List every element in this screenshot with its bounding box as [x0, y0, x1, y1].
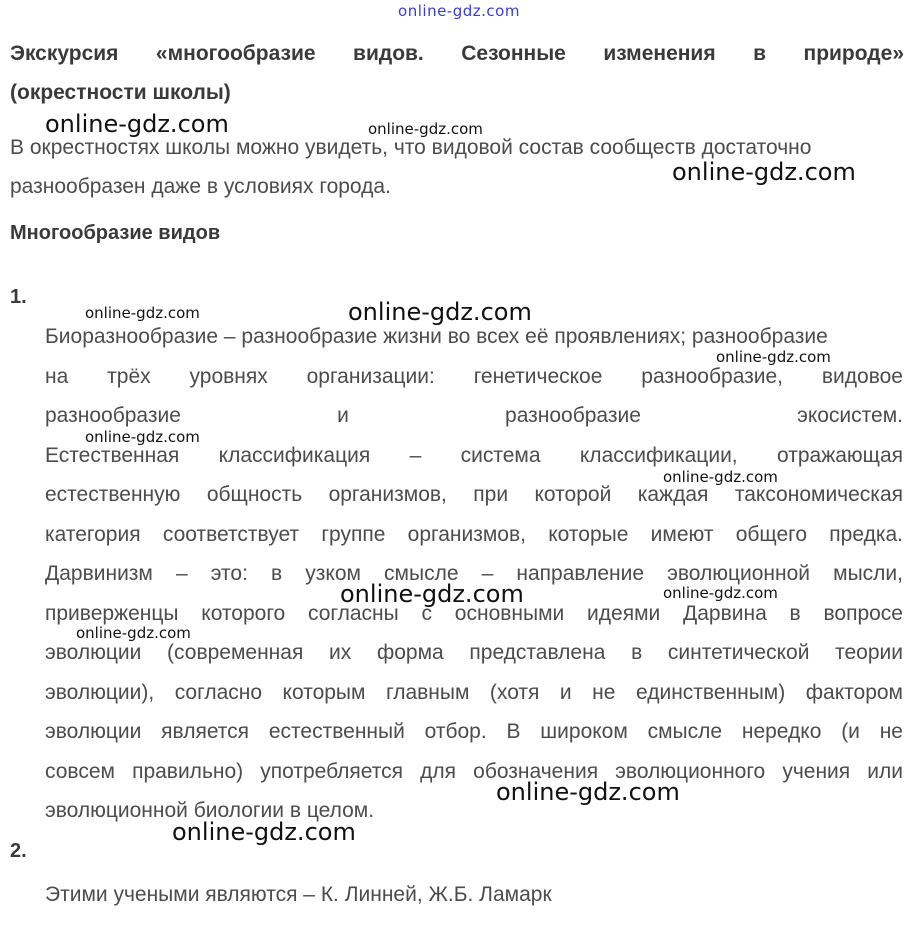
site-header-watermark: online-gdz.com [398, 2, 520, 20]
watermark: online-gdz.com [45, 110, 229, 138]
answer-line: Биоразнообразие – разнообразие жизни во всех её проявлениях; разнообразие [45, 325, 828, 348]
watermark: online-gdz.com [496, 778, 680, 806]
answer-line: приверженцы которого согласны с основными идеями Дарвина в вопросе [45, 601, 903, 625]
answer-line: Естественная классификация – система классификации, отражающая [45, 443, 903, 467]
page-title-line1: Экскурсия «многообразие видов. Сезонные изменения в природе» [10, 42, 904, 65]
answer-line: разнообразие и разнообразие экосистем. [45, 404, 903, 427]
item-number-2: 2. [10, 840, 27, 862]
watermark: online-gdz.com [340, 580, 524, 608]
answer-line: категория соответствует группе организмов, которые имеют общего предка. [45, 522, 903, 546]
watermark: online-gdz.com [368, 120, 483, 138]
answer-line: эволюционной биологии в целом. [45, 799, 375, 822]
intro-line: В окрестностях школы можно увидеть, что видовой состав сообществ достаточно [10, 136, 812, 159]
page-title-line2: (окрестности школы) [10, 81, 231, 104]
answer-1 [45, 317, 903, 831]
answer-line: совсем правильно) употребляется для обозначения эволюционного учения или [45, 759, 903, 783]
answer-line: естественную общность организмов, при которой каждая таксономическая [45, 483, 903, 506]
answer-line: эволюции), согласно которым главным (хотя и не единственным) фактором [45, 680, 903, 704]
answer-2: Этими учеными являются – К. Линней, Ж.Б. Ламарк [45, 883, 552, 906]
watermark: online-gdz.com [663, 468, 778, 486]
intro-line: разнообразен даже в условиях города. [10, 175, 391, 198]
page-title [10, 34, 904, 112]
watermark: online-gdz.com [85, 304, 200, 322]
watermark: online-gdz.com [672, 158, 856, 186]
answer-line: эволюции (современная их форма представлена в синтетической теории [45, 641, 903, 664]
watermark: online-gdz.com [348, 298, 532, 326]
answer-line: на трёх уровнях организации: генетическое разнообразие, видовое [45, 364, 903, 388]
watermark: online-gdz.com [85, 428, 200, 446]
answer-line: Дарвинизм – это: в узком смысле – направление эволюционной мысли, [45, 562, 903, 585]
answer-line: эволюции является естественный отбор. В широком смысле нередко (и не [45, 720, 903, 743]
watermark: online-gdz.com [663, 584, 778, 602]
section-heading: Многообразие видов [10, 222, 221, 244]
watermark: online-gdz.com [716, 348, 831, 366]
watermark: online-gdz.com [76, 624, 191, 642]
watermark: online-gdz.com [172, 818, 356, 846]
item-number-1: 1. [10, 286, 27, 308]
